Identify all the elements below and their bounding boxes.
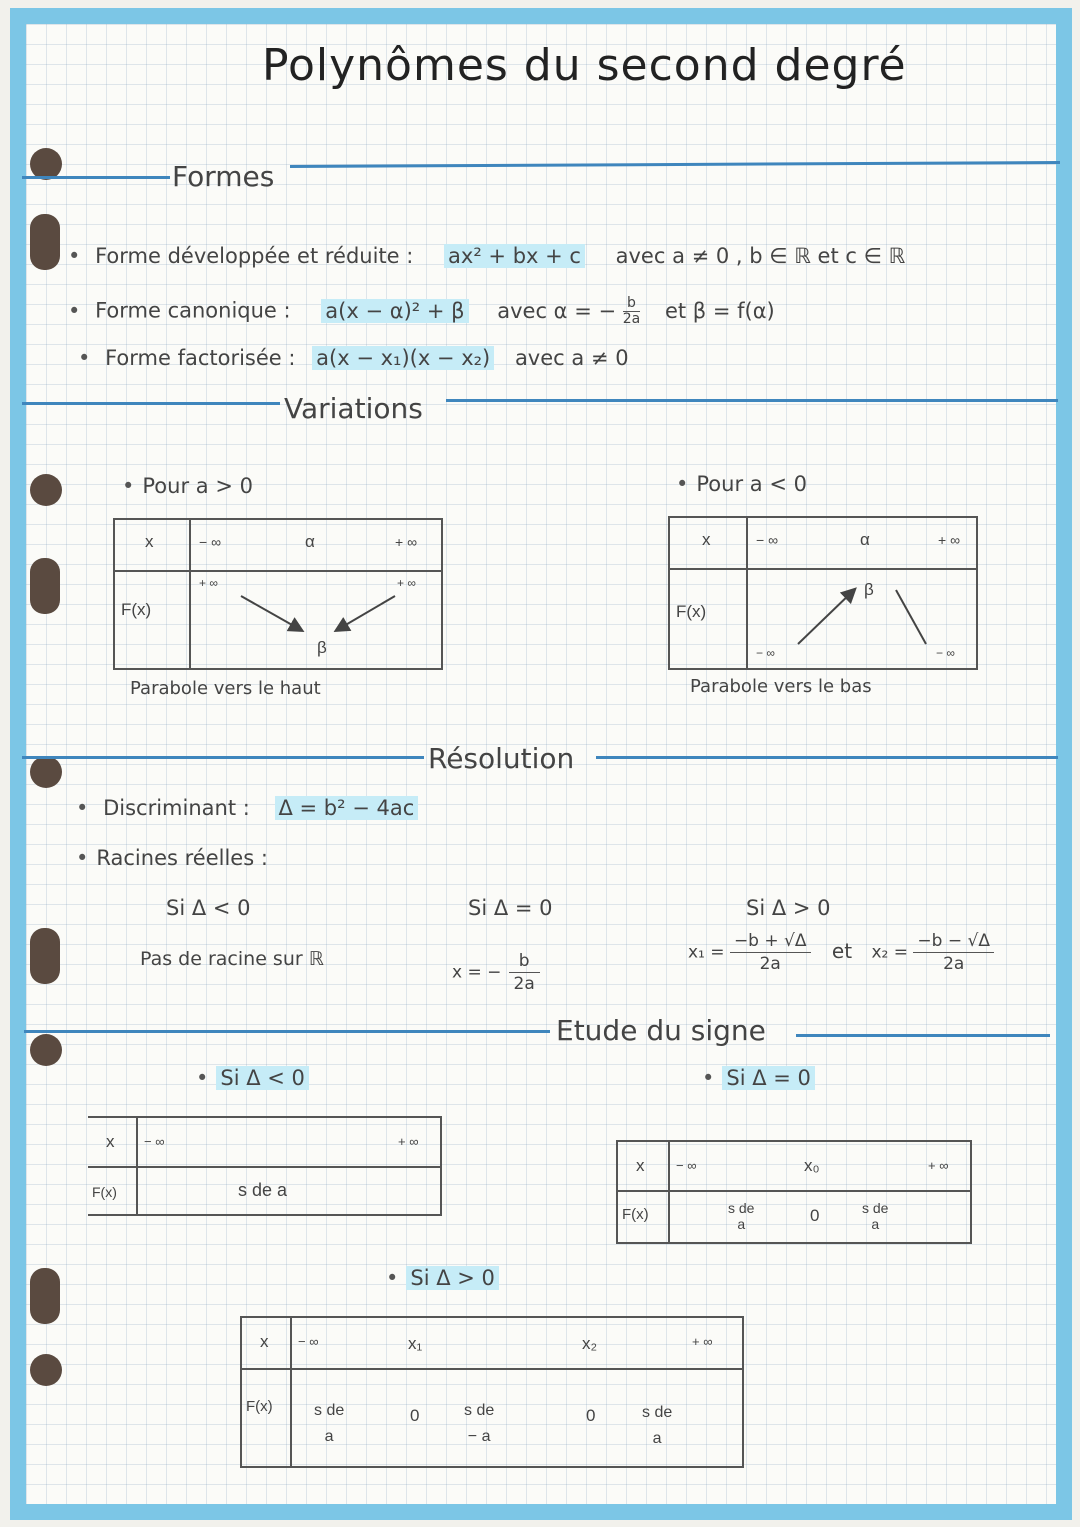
sign-f-header: F(x)	[622, 1206, 649, 1223]
form-canonique	[68, 296, 775, 327]
sign-text: a	[652, 1430, 662, 1447]
form-expression: a(x − α)² + β	[321, 299, 468, 323]
sign-text: a	[324, 1428, 334, 1445]
section-divider	[22, 756, 424, 759]
binder-hole	[30, 214, 60, 270]
fraction-denominator: 2a	[513, 974, 535, 994]
variation-caption-neg: Parabole vers le bas	[690, 676, 872, 697]
section-title-formes: Formes	[172, 160, 275, 193]
table-rule	[136, 1118, 138, 1214]
table-rule	[88, 1166, 440, 1168]
roots-label: • Racines réelles :	[76, 846, 268, 870]
root-x2-label: x₂ =	[871, 942, 908, 963]
sign-text: a	[871, 1216, 880, 1232]
var-start-value: − ∞	[756, 646, 775, 660]
sign-condition: Si Δ > 0	[406, 1266, 499, 1290]
sign-value	[728, 1200, 754, 1232]
fraction-numerator: −b − √Δ	[913, 930, 994, 953]
roots-pos-title: Si Δ > 0	[746, 896, 831, 920]
sign-minus-inf: − ∞	[298, 1334, 319, 1349]
var-alpha: α	[305, 532, 315, 551]
var-end-value: + ∞	[397, 576, 416, 590]
sign-x-header: x	[106, 1132, 115, 1151]
var-x-header: x	[702, 530, 711, 549]
var-f-header: F(x)	[676, 602, 707, 621]
binder-hole	[30, 1268, 60, 1324]
table-rule	[290, 1318, 292, 1466]
binder-hole	[30, 558, 60, 614]
sign-root-x1: x₁	[408, 1334, 423, 1353]
sign-f-header: F(x)	[246, 1398, 273, 1415]
sign-text: s de	[728, 1200, 755, 1216]
form-label: Forme développée et réduite :	[95, 244, 414, 268]
fraction	[509, 950, 540, 995]
decreasing-arrow	[896, 590, 926, 644]
increasing-arrow	[337, 596, 395, 630]
sign-value: s de a	[238, 1180, 288, 1200]
conjunction: et	[831, 938, 853, 963]
decreasing-arrow	[241, 596, 301, 630]
sign-table-pos	[240, 1316, 744, 1468]
sign-x-header: x	[260, 1332, 269, 1351]
form-developpee	[68, 244, 905, 268]
section-divider	[22, 402, 280, 405]
var-end-value: − ∞	[936, 646, 955, 660]
binder-hole	[30, 756, 62, 788]
section-title-signe: Etude du signe	[556, 1014, 766, 1047]
form-condition: avec a ≠ 0	[514, 346, 629, 370]
discriminant-formula: Δ = b² − 4ac	[275, 796, 419, 820]
section-divider	[596, 756, 1058, 759]
binder-hole	[30, 1034, 62, 1066]
variation-caption-pos: Parabole vers le haut	[130, 678, 321, 699]
section-title-resolution: Résolution	[428, 742, 575, 775]
variation-table-neg	[668, 516, 978, 670]
fraction-numerator: b	[509, 950, 540, 973]
table-rule	[618, 1190, 970, 1192]
increasing-arrow	[798, 590, 854, 644]
section-divider	[24, 1030, 550, 1033]
var-minus-inf: − ∞	[756, 532, 779, 548]
table-rule	[242, 1368, 742, 1370]
sign-value	[642, 1400, 672, 1452]
var-beta: β	[864, 580, 874, 599]
var-plus-inf: + ∞	[938, 532, 961, 548]
sign-zero: 0	[410, 1406, 420, 1425]
sign-table-zero	[616, 1140, 972, 1244]
sign-condition: Si Δ = 0	[722, 1066, 815, 1090]
sign-plus-inf: + ∞	[398, 1134, 419, 1149]
variation-arrows-neg	[670, 518, 980, 672]
sign-text: s de	[314, 1402, 345, 1419]
var-start-value: + ∞	[199, 576, 218, 590]
sign-value	[862, 1200, 888, 1232]
fraction	[623, 296, 641, 327]
table-rule	[668, 1142, 670, 1242]
form-expression: ax² + bx + c	[444, 244, 585, 268]
roots-zero-title: Si Δ = 0	[468, 896, 553, 920]
root-x1-label: x₁ =	[688, 942, 725, 963]
var-f-header: F(x)	[121, 600, 152, 619]
sign-zero: 0	[586, 1406, 596, 1425]
sign-minus-inf: − ∞	[676, 1158, 697, 1173]
sign-minus-inf: − ∞	[144, 1134, 165, 1149]
binder-hole	[30, 474, 62, 506]
form-expression: a(x − x₁)(x − x₂)	[312, 346, 494, 370]
fraction-numerator: −b + √Δ	[730, 930, 811, 953]
form-condition: avec a ≠ 0 , b ∈ ℝ et c ∈ ℝ	[615, 244, 906, 268]
roots-neg-text: Pas de racine sur ℝ	[140, 948, 324, 970]
sign-plus-inf: + ∞	[928, 1158, 949, 1173]
form-label: Forme factorisée :	[105, 346, 296, 370]
root-x0-label: x = −	[452, 962, 502, 983]
fraction-denominator: 2a	[759, 954, 781, 974]
section-divider	[446, 399, 1058, 402]
sign-table-neg	[88, 1116, 442, 1216]
sign-text: s de	[862, 1200, 889, 1216]
sign-x-header: x	[636, 1156, 645, 1175]
sign-text: a	[737, 1216, 746, 1232]
sign-f-header: F(x)	[92, 1184, 117, 1200]
sign-label-pos	[386, 1266, 499, 1290]
form-factorisee	[78, 346, 629, 370]
form-label: Forme canonique :	[95, 298, 291, 323]
roots-neg-title: Si Δ < 0	[166, 896, 251, 920]
discriminant-label: Discriminant :	[103, 796, 250, 820]
binder-hole	[30, 1354, 62, 1386]
sign-label-zero	[702, 1066, 815, 1090]
variation-arrows-pos	[115, 520, 445, 672]
sign-text: s de	[642, 1404, 673, 1421]
fraction	[730, 930, 811, 975]
sign-root-x2: x₂	[582, 1334, 598, 1353]
fraction-numerator: b	[623, 296, 641, 312]
binder-hole	[30, 928, 60, 984]
roots-pos-formula	[688, 930, 994, 975]
var-minus-inf: − ∞	[199, 534, 222, 550]
var-plus-inf: + ∞	[395, 534, 418, 550]
var-beta: β	[317, 638, 327, 657]
sign-value	[314, 1398, 344, 1450]
var-alpha: α	[860, 530, 870, 549]
sign-root-x0: x₀	[804, 1156, 820, 1175]
section-divider	[796, 1034, 1050, 1037]
sign-condition: Si Δ < 0	[216, 1066, 309, 1090]
fraction-denominator: 2a	[622, 311, 641, 327]
sign-zero: 0	[810, 1206, 820, 1225]
page-title: Polynômes du second degré	[262, 40, 907, 91]
variation-label-pos: • Pour a > 0	[122, 474, 253, 498]
sign-text: s de	[464, 1402, 495, 1419]
sign-value	[464, 1398, 494, 1450]
roots-zero-formula	[452, 950, 540, 995]
variation-table-pos	[113, 518, 443, 670]
form-condition: et β = f(α)	[664, 298, 775, 323]
var-x-header: x	[145, 532, 154, 551]
form-condition: avec α = −	[497, 298, 617, 323]
fraction	[913, 930, 994, 975]
sign-plus-inf: + ∞	[692, 1334, 713, 1349]
sign-text: − a	[467, 1428, 491, 1445]
discriminant-line	[76, 796, 418, 820]
variation-label-neg: • Pour a < 0	[676, 472, 807, 496]
sign-label-neg	[196, 1066, 309, 1090]
section-title-variations: Variations	[284, 392, 423, 425]
section-divider	[22, 176, 170, 179]
fraction-denominator: 2a	[943, 954, 965, 974]
